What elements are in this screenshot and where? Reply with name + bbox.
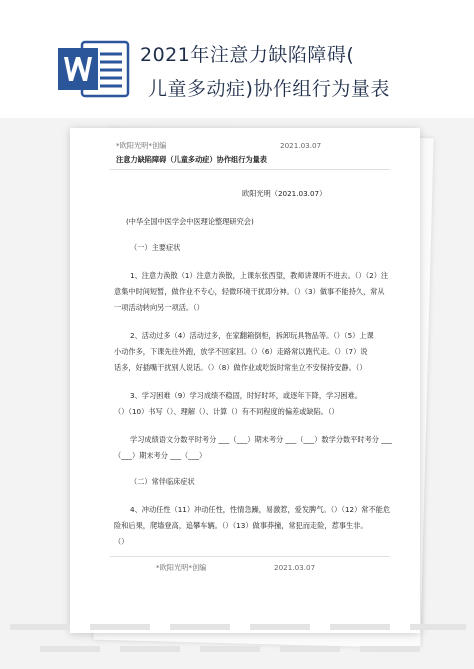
doc-title-line-2: 儿童多动症)协作组行为量表 [148, 78, 390, 100]
watermark-pattern [0, 610, 474, 669]
bottom-mark: *欧阳光明*创编 [156, 563, 207, 572]
author-line: 欧阳光明（2021.03.07） [242, 189, 327, 198]
top-mark: *欧阳光明*创编 [116, 141, 167, 150]
para-4-line-1: 学习成绩语文分数平时考分 ___（___）期末考分 ___（___）数学分数平时考分 ___ [130, 435, 393, 444]
para-1-line-1: 1、注意力涣散（1）注意力涣散，上课东张西望，教师讲课听不进去。（）（2）注 [130, 271, 389, 280]
para-5-line-2: 险和后果，爬墙登高，追攀车辆。（）（13）做事莽撞，常犯而走险，惹事生非。 [114, 521, 368, 530]
org-line: (中华全国中医学会中医理论整理研究会) [126, 217, 254, 226]
para-2-line-3: 话多，好插嘴干扰别人说话。（）（8）做作业或吃饭时常坐立不安保持安静。（） [114, 363, 367, 372]
word-icon [58, 40, 130, 98]
section-common-symptoms: （二）常伴临床症状 [130, 477, 195, 486]
bottom-date: 2021.03.07 [274, 563, 316, 572]
footer-divider [110, 556, 390, 557]
para-2-line-1: 2、活动过多（4）活动过多，在家翻箱倒柜，拆卸玩具物品等。（）（5）上课 [130, 331, 374, 340]
header-divider [110, 169, 390, 170]
doc-title-line-1: 2021年注意力缺陷障碍( [140, 44, 355, 66]
para-2-line-2: 小动作多，下课先往外跑，放学不回家回。（）（6）走路常以跑代走。（）（7）说 [114, 347, 368, 356]
para-1-line-3: 一项活动转向另一项活。（） [114, 303, 204, 312]
para-1-line-2: 意集中时间短暂，做作业不专心，轻微环境干扰即分神。（）（3）做事不能持久，常从 [114, 287, 385, 296]
top-date: 2021.03.07 [280, 141, 322, 150]
para-4-line-2: （___）期末考分 ___（___） [114, 451, 207, 460]
header [0, 0, 474, 118]
document-page [70, 128, 420, 633]
para-3-line-2: （）（10）书写（）、理解（）、计算（）有不同程度的偏差或缺陷。（） [114, 407, 339, 416]
section-main-symptoms: （一）主要症状 [130, 243, 181, 252]
para-5-line-3: （） [114, 537, 129, 546]
preview-area [0, 118, 474, 669]
para-3-line-1: 3、学习困难（9）学习成绩不稳固，时好时坏，或逐年下降，学习困难。 [130, 391, 362, 400]
para-5-line-1: 4、冲动任性（11）冲动任性，性情急躁，易激惹，爱发脾气。（）（12）常不能危 [130, 505, 391, 514]
doc-heading: 注意力缺陷障碍（儿童多动症）协作组行为量表 [116, 155, 267, 164]
